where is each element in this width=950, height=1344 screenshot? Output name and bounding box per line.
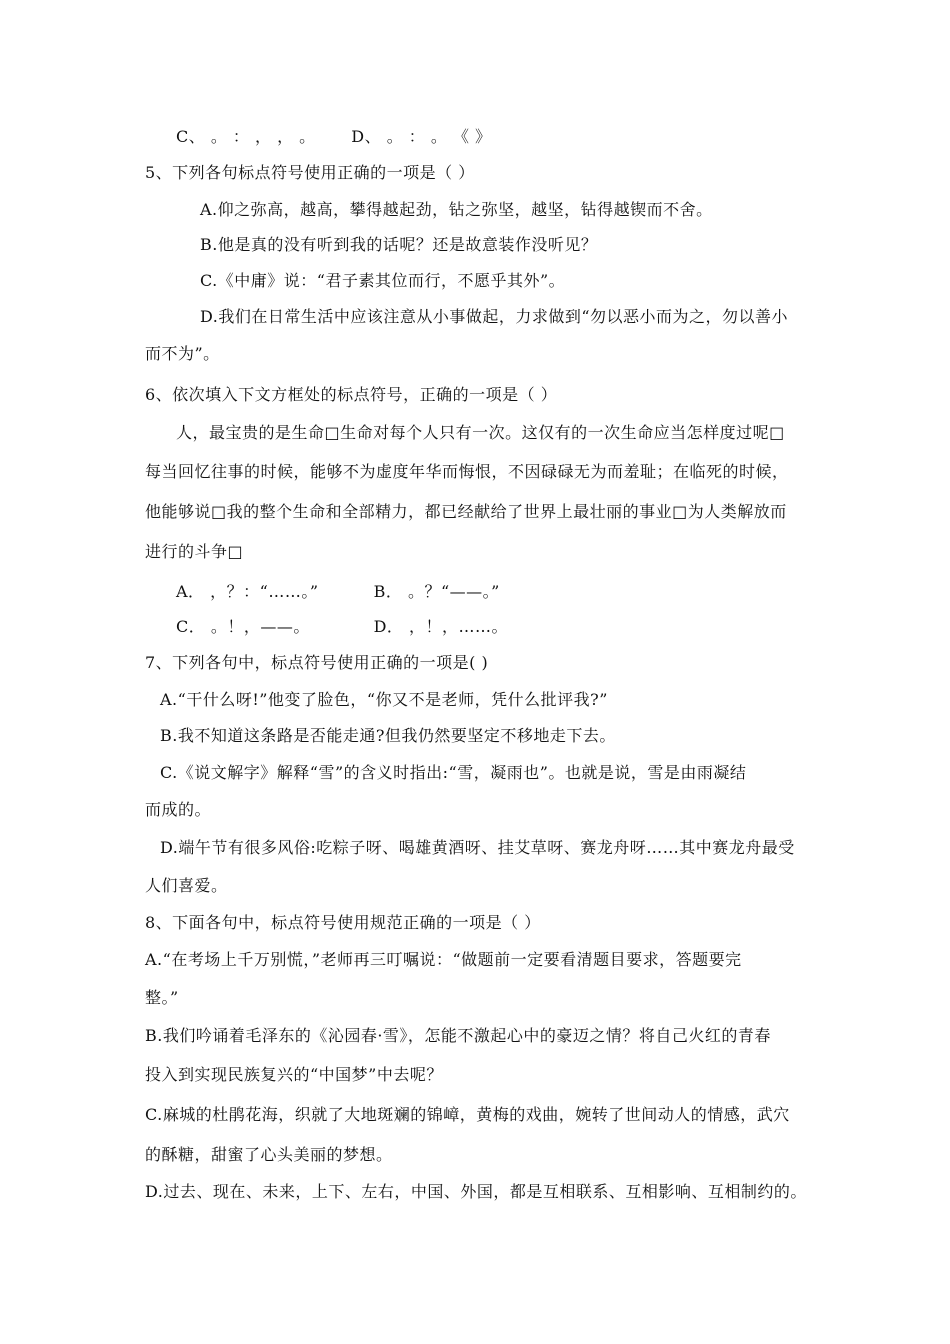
q8-option-a-line1: A.“在考场上千万别慌，”老师再三叮嘱说：“做题前一定要看清题目要求，答题要完 [145,950,742,969]
q6-stem: 6、依次填入下文方框处的标点符号，正确的一项是（ ） [145,385,558,404]
q6-option-d: D． ，！，……。 [373,617,509,636]
q8-stem: 8、下面各句中，标点符号使用规范正确的一项是（ ） [145,913,541,932]
q6-option-c: C． 。！，——。 [176,617,310,636]
q8-option-a-line2: 整。” [145,988,179,1007]
q8-option-b-line2: 投入到实现民族复兴的“中国梦”中去呢？ [145,1065,443,1084]
q6-passage-line4: 进行的斗争□ [145,542,244,561]
q4-option-d: D、 。 ： 。 《 》 [351,127,492,146]
q5-option-a: A.仰之弥高，越高，攀得越起劲，钻之弥坚，越坚，钻得越锲而不舍。 [200,200,713,219]
q8-option-b-line1: B.我们吟诵着毛泽东的《沁园春·雪》，怎能不激起心中的豪迈之情？将自己火红的青春 [145,1026,771,1045]
q5-option-b: B.他是真的没有听到我的话呢？还是故意装作没听见？ [200,235,598,254]
q8-option-c-line2: 的酥糖，甜蜜了心头美丽的梦想。 [145,1145,393,1164]
q5-option-c: C.《中庸》说：“君子素其位而行，不愿乎其外”。 [200,271,566,290]
q7-option-c-line2: 而成的。 [145,800,212,819]
q6-option-a: A． ，？：“……。” [176,582,319,601]
q6-options-row2 [176,617,508,637]
q6-option-b: B． 。？“——。” [373,582,500,601]
q7-option-d-line2: 人们喜爱。 [145,876,228,895]
q4-option-c: C、 。 ： ， ， 。 [176,127,316,146]
q6-options-row1 [176,582,500,602]
q5-stem: 5、下列各句标点符号使用正确的一项是（ ） [145,163,475,182]
q7-option-b: B.我不知道这条路是否能走通?但我仍然要坚定不移地走下去。 [160,726,616,745]
q6-passage-line1: 人，最宝贵的是生命□生命对每个人只有一次。这仅有的一次生命应当怎样度过呢□ [176,423,785,442]
q5-option-d-line2: 而不为”。 [145,344,220,363]
q7-stem: 7、下列各句中，标点符号使用正确的一项是( ) [145,653,489,672]
q7-option-d-line1: D.端午节有很多风俗:吃粽子呀、喝雄黄酒呀、挂艾草呀、赛龙舟呀……其中赛龙舟最受 [160,838,795,857]
q8-option-d: D.过去、现在、未来，上下、左右，中国、外国，都是互相联系、互相影响、互相制约的。 [145,1182,807,1201]
q5-option-d-line1: D.我们在日常生活中应该注意从小事做起，力求做到“勿以恶小而为之，勿以善小 [200,307,789,326]
q6-passage-line2: 每当回忆往事的时候，能够不为虚度年华而悔恨，不因碌碌无为而羞耻；在临死的时候， [145,462,789,481]
q8-option-c-line1: C.麻城的杜鹃花海，织就了大地斑斓的锦嶂，黄梅的戏曲，婉转了世间动人的情感，武穴 [145,1105,790,1124]
q7-option-a: A.“干什么呀!”他变了脸色，“你又不是老师，凭什么批评我?” [160,690,608,709]
q4-options-line [176,127,492,147]
q6-passage-line3: 他能够说□我的整个生命和全部精力，都已经献给了世界上最壮丽的事业□为人类解放而 [145,502,787,521]
q7-option-c-line1: C.《说文解字》解释“雪”的含义时指出:“雪，凝雨也”。也就是说，雪是由雨凝结 [160,763,747,782]
